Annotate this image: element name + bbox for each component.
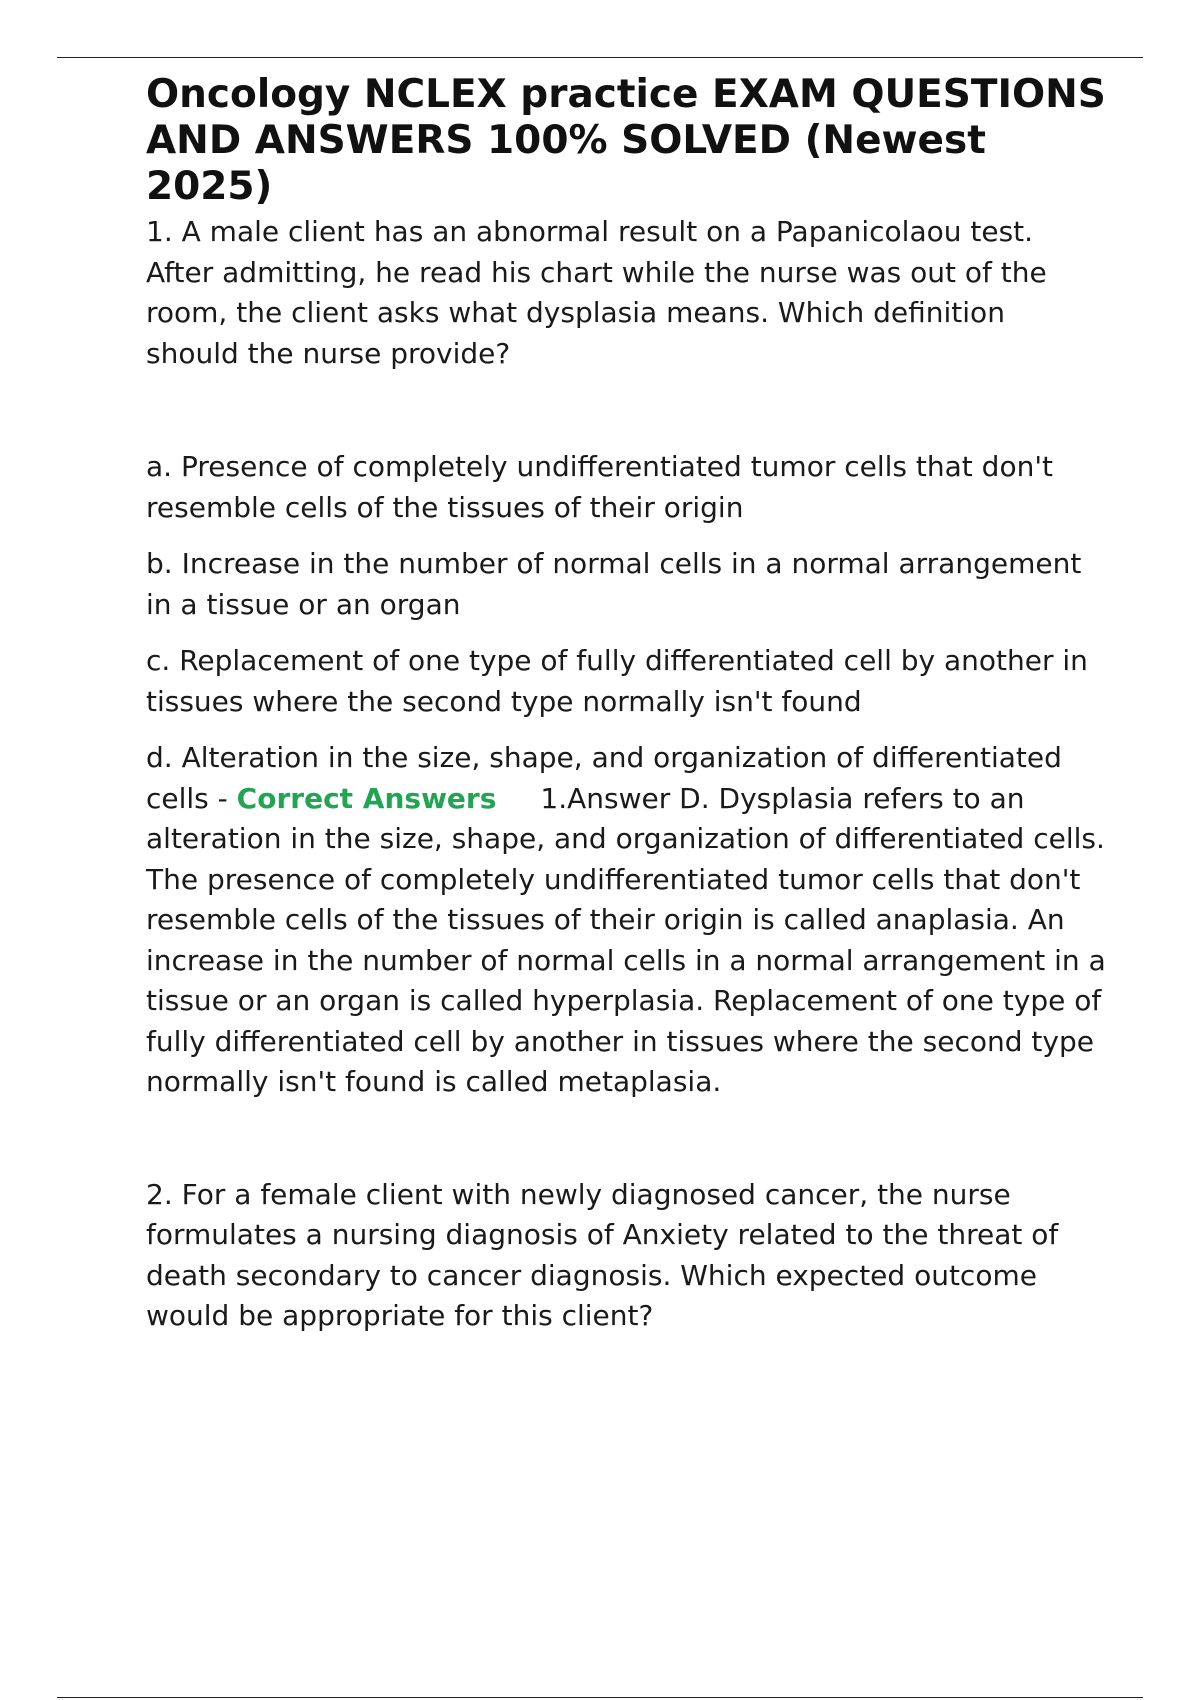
- question-1-option-b: b. Increase in the number of normal cells in a normal arrangement in a tissue or an organ: [146, 547, 1082, 621]
- document-title: Oncology NCLEX practice EXAM QUESTIONS AND ANSWERS 100% SOLVED (Newest 2025): [146, 72, 1106, 209]
- bottom-rule: [57, 1697, 1143, 1698]
- question-1-answer-explanation: 1.Answer D. Dysplasia refers to an alteration in the size, shape, and organization of differentiated cells. The presence of completely undifferentiated tumor cells that don't resemble cells of the tissues of their origin is called anaplasia. An increase in the number of normal cells in a normal arrangement in a tissue or an organ is called hyperplasia. Replacement of one type of fully differentiated cell by another in tissues where the second type normally isn't found is called metaplasia.: [146, 781, 1106, 1098]
- question-2-stem: 2. For a female client with newly diagnosed cancer, the nurse formulates a nursing diagnosis of Anxiety related to the threat of death secondary to cancer diagnosis. Which expected outcome would be appropriate for this client?: [146, 1177, 1059, 1332]
- question-1-option-d: d. Alteration in the size, shape, and organization of differentiated cells -: [146, 741, 1062, 815]
- document-body: [146, 72, 1106, 1337]
- question-1-stem: 1. A male client has an abnormal result on a Papanicolaou test. After admitting, he read his chart while the nurse was out of the room, the client asks what dysplasia means. Which definition should the nurse provide?: [146, 215, 1047, 370]
- question-1-option-c: c. Replacement of one type of fully differentiated cell by another in tissues where the second type normally isn't found: [146, 644, 1088, 718]
- correct-answers-label: Correct Answers: [236, 781, 497, 815]
- top-rule: [57, 57, 1143, 58]
- question-1-option-a: a. Presence of completely undifferentiated tumor cells that don't resemble cells of the tissues of their origin: [146, 450, 1054, 524]
- question-1-option-d-with-answer: [146, 738, 1106, 1103]
